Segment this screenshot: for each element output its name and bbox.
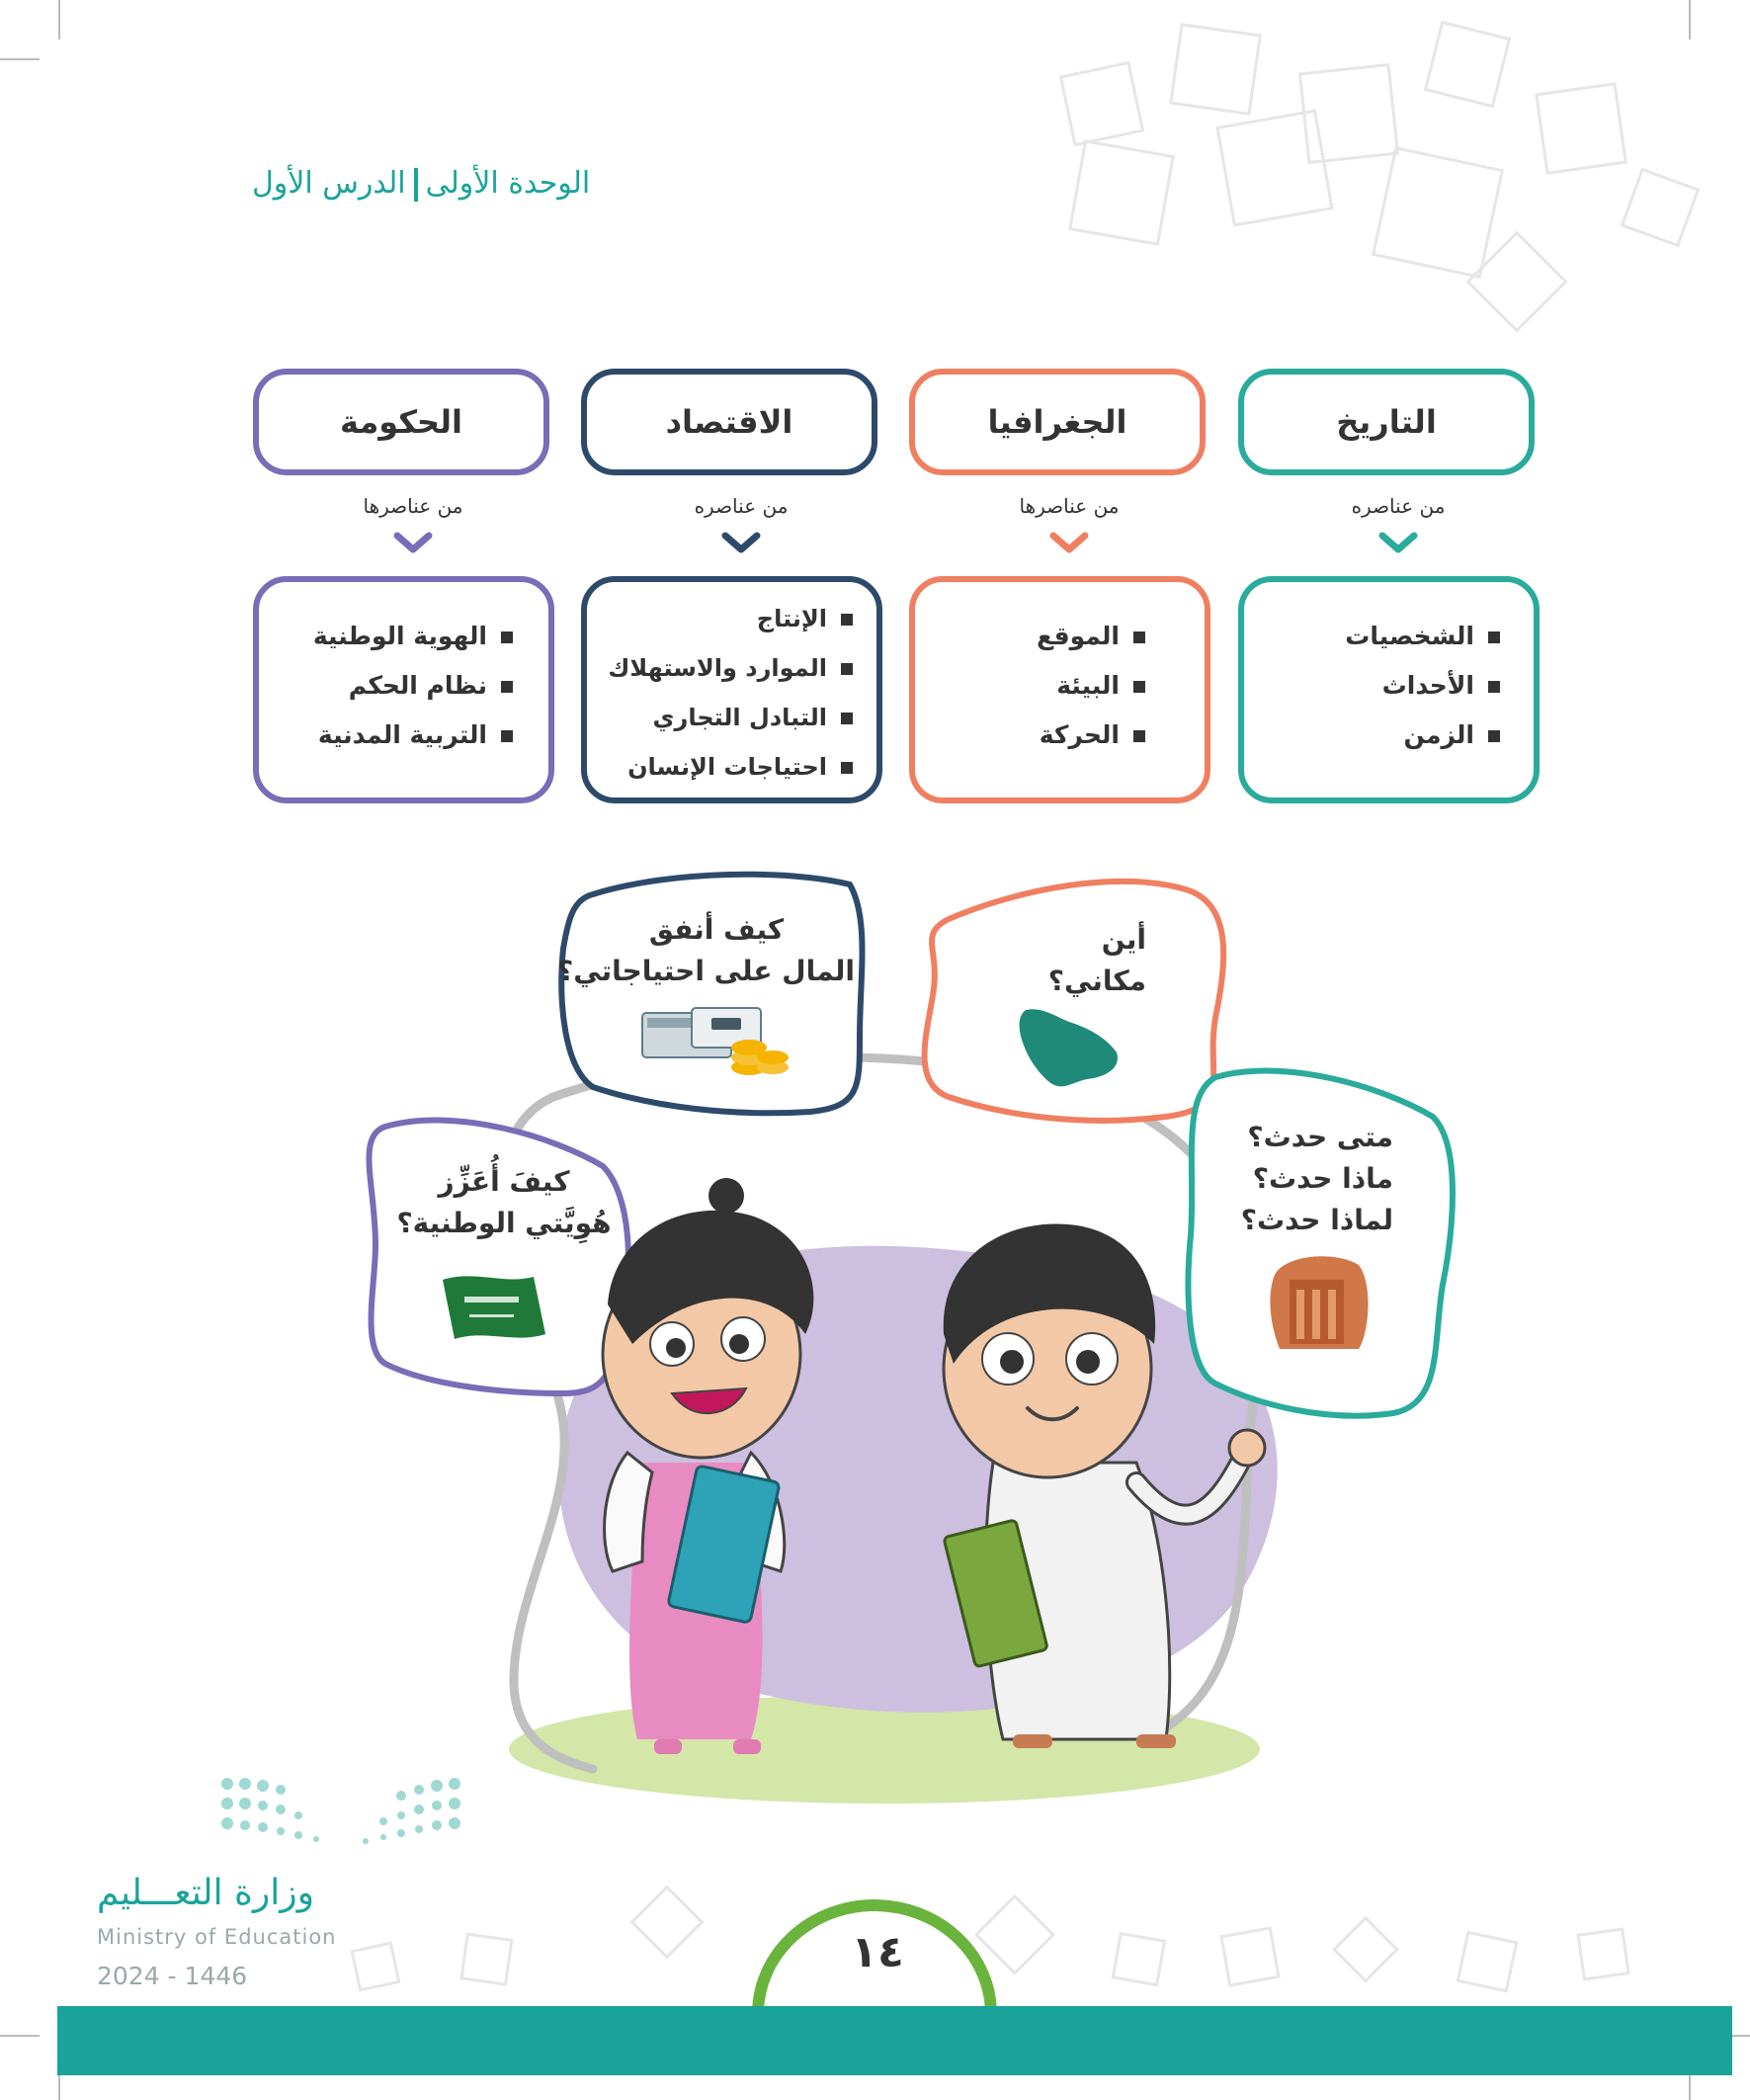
history-sub-label: من عناصره xyxy=(1351,494,1446,518)
list-item: الزمن xyxy=(1254,711,1500,760)
list-item: احتياجات الإنسان xyxy=(597,742,853,792)
bubble-where-text: أين مكاني؟ xyxy=(1047,923,1146,997)
petra-monument-icon xyxy=(1270,1256,1368,1349)
category-history-title: التاريخ xyxy=(1238,369,1535,475)
ministry-name-arabic: وزارة التعـــليم xyxy=(97,1873,315,1913)
geography-sub-label: من عناصرها xyxy=(1019,494,1120,518)
list-item: نظام الحكم xyxy=(269,661,513,711)
list-item: الإنتاج xyxy=(597,594,853,643)
list-item: التربية المدنية xyxy=(269,711,513,760)
list-item: الأحداث xyxy=(1254,661,1500,711)
list-item: التبادل التجاري xyxy=(597,693,853,742)
bubble-history-text: متى حدث؟ ماذا حدث؟ لماذا حدث؟ xyxy=(1240,1121,1393,1236)
ministry-name-english: Ministry of Education xyxy=(97,1925,337,1949)
list-item: الموارد والاستهلاك xyxy=(597,643,853,693)
bubble-identity-text: كيفَ أُعَزِّز هُوِيَّتي الوطنية؟ xyxy=(396,1165,612,1239)
unit-title: الوحدة الأولى xyxy=(425,166,591,201)
footer-bar xyxy=(57,2006,1732,2075)
category-government-title: الحكومة xyxy=(253,369,549,475)
saudi-flag-icon xyxy=(443,1276,545,1339)
category-economy-title: الاقتصاد xyxy=(581,369,877,475)
economy-sub-label: من عناصره xyxy=(694,494,789,518)
category-geography-title: الجغرافيا xyxy=(909,369,1206,475)
edition-year: 2024 - 1446 xyxy=(97,1962,248,1990)
ministry-logo-dots xyxy=(217,1774,464,1853)
bubble-money-text: كيف أنفق المال على احتياجاتي؟ xyxy=(557,913,855,987)
government-sub-label: من عناصرها xyxy=(363,494,463,518)
list-item: البيئة xyxy=(925,661,1145,711)
list-item: الحركة xyxy=(925,711,1145,760)
lesson-title: الدرس الأول xyxy=(252,166,406,201)
list-item: الهوية الوطنية xyxy=(269,612,513,661)
list-item: الشخصيات xyxy=(1254,612,1500,661)
list-item: الموقع xyxy=(925,612,1145,661)
page-number: ١٤ xyxy=(851,1927,904,1977)
